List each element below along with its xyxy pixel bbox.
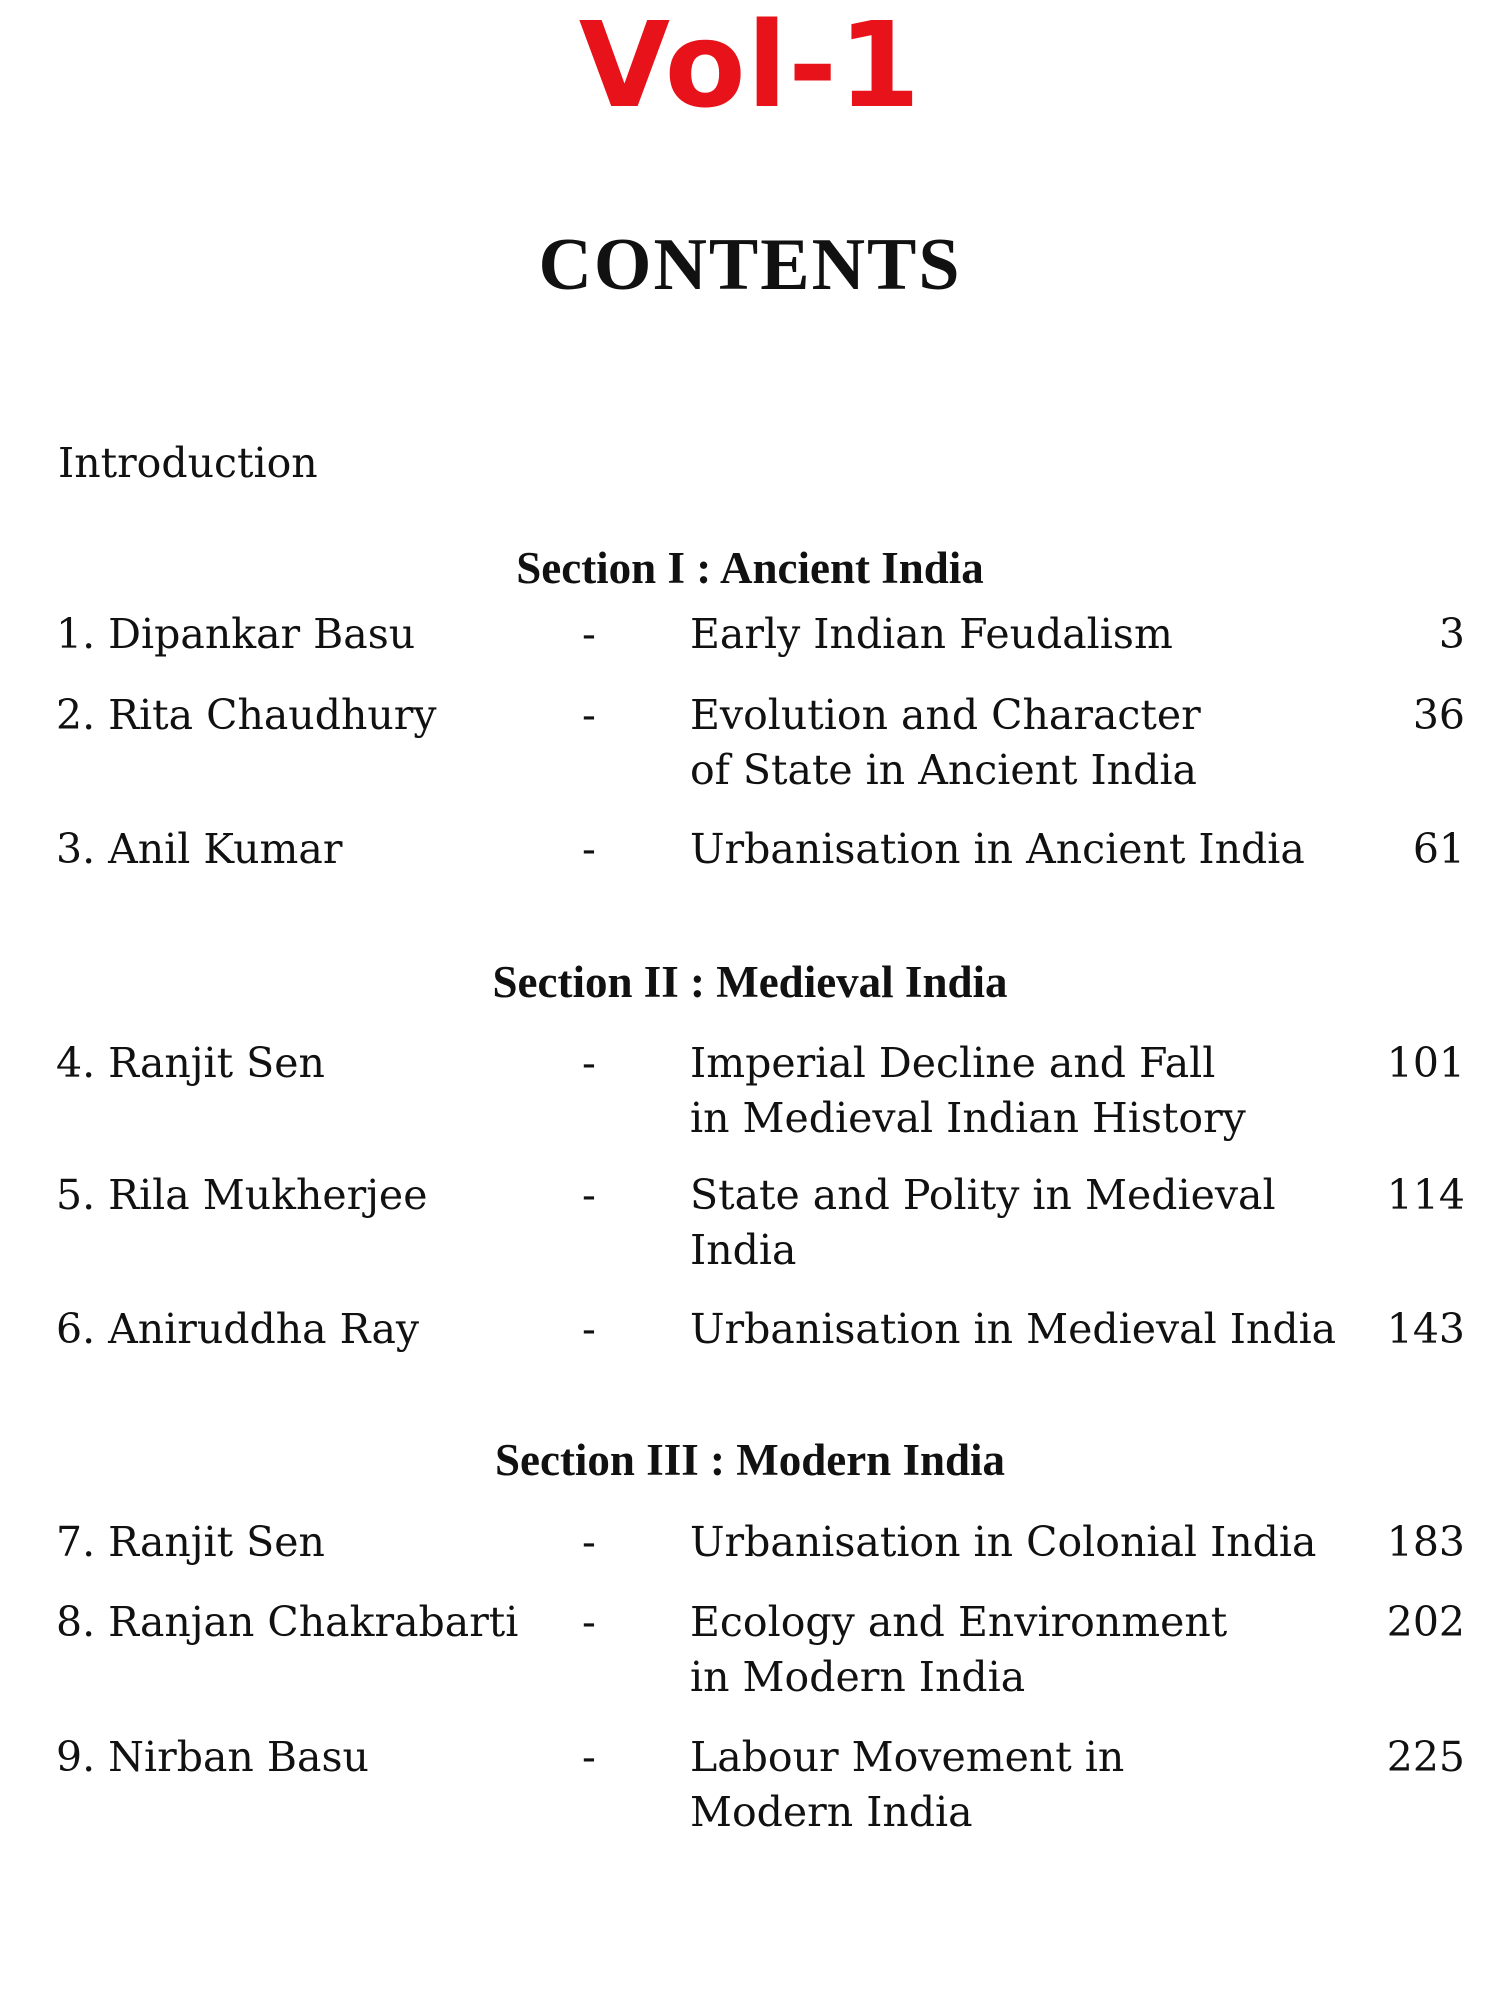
section-heading-medieval: Section II : Medieval India (492, 957, 1008, 1007)
entry-author: 7. Ranjit Sen (56, 1518, 325, 1566)
entry-separator: - (582, 1305, 596, 1353)
entry-author: 6. Aniruddha Ray (56, 1305, 420, 1353)
entry-author: 4. Ranjit Sen (56, 1039, 325, 1087)
entry-title-line: Early Indian Feudalism (690, 610, 1173, 658)
entry-title-line: Labour Movement in (690, 1733, 1125, 1781)
section-heading-modern: Section III : Modern India (494, 1435, 1006, 1485)
entry-author: 8. Ranjan Chakrabarti (56, 1598, 519, 1646)
entry-page-number: 36 (1412, 691, 1465, 739)
entry-page-number: 61 (1412, 825, 1465, 873)
entry-page-number: 143 (1386, 1305, 1465, 1353)
entry-title (690, 1302, 1340, 1357)
entry-separator: - (582, 1598, 596, 1646)
entry-page-number: 202 (1386, 1598, 1465, 1646)
entry-title-line: India (690, 1226, 797, 1274)
entry-separator: - (582, 825, 596, 873)
entry-page-number: 225 (1386, 1733, 1465, 1781)
entry-author: 1. Dipankar Basu (56, 610, 416, 658)
entry-page-number: 3 (1438, 610, 1465, 658)
entry-separator: - (582, 1733, 596, 1781)
entry-separator: - (582, 610, 596, 658)
entry-author: 3. Anil Kumar (56, 825, 343, 873)
entry-separator: - (582, 691, 596, 739)
entry-title (690, 607, 1340, 662)
entry-title-line: Ecology and Environment (690, 1598, 1228, 1646)
entry-title-line: Evolution and Character (690, 691, 1201, 739)
entry-title (690, 1730, 1340, 1840)
entry-title (690, 1515, 1340, 1570)
entry-title-line: Urbanisation in Colonial India (690, 1518, 1317, 1566)
entry-page-number: 101 (1386, 1039, 1465, 1087)
entry-author: 9. Nirban Basu (56, 1733, 369, 1781)
entry-title (690, 1595, 1340, 1705)
entry-separator: - (582, 1171, 596, 1219)
entry-title-line: of State in Ancient India (690, 746, 1197, 794)
entry-title-line: Urbanisation in Medieval India (690, 1305, 1337, 1353)
entry-title-line: Urbanisation in Ancient India (690, 825, 1305, 873)
entry-title-line: State and Polity in Medieval (690, 1171, 1276, 1219)
volume-label: Vol-1 (578, 0, 922, 134)
entry-title (690, 822, 1340, 877)
entry-author: 2. Rita Chaudhury (56, 691, 437, 739)
contents-title: CONTENTS (538, 224, 962, 306)
entry-page-number: 183 (1386, 1518, 1465, 1566)
entry-title-line: Imperial Decline and Fall (690, 1039, 1216, 1087)
entry-title (690, 688, 1340, 798)
entry-title-line: in Modern India (690, 1653, 1026, 1701)
entry-title (690, 1036, 1340, 1146)
entry-page-number: 114 (1386, 1171, 1465, 1219)
entry-title-line: Modern India (690, 1788, 973, 1836)
entry-title-line: in Medieval Indian History (690, 1094, 1246, 1142)
introduction-entry: Introduction (58, 439, 318, 487)
entry-author: 5. Rila Mukherjee (56, 1171, 428, 1219)
section-heading-ancient: Section I : Ancient India (516, 543, 984, 593)
entry-separator: - (582, 1039, 596, 1087)
entry-separator: - (582, 1518, 596, 1566)
entry-title (690, 1168, 1340, 1278)
